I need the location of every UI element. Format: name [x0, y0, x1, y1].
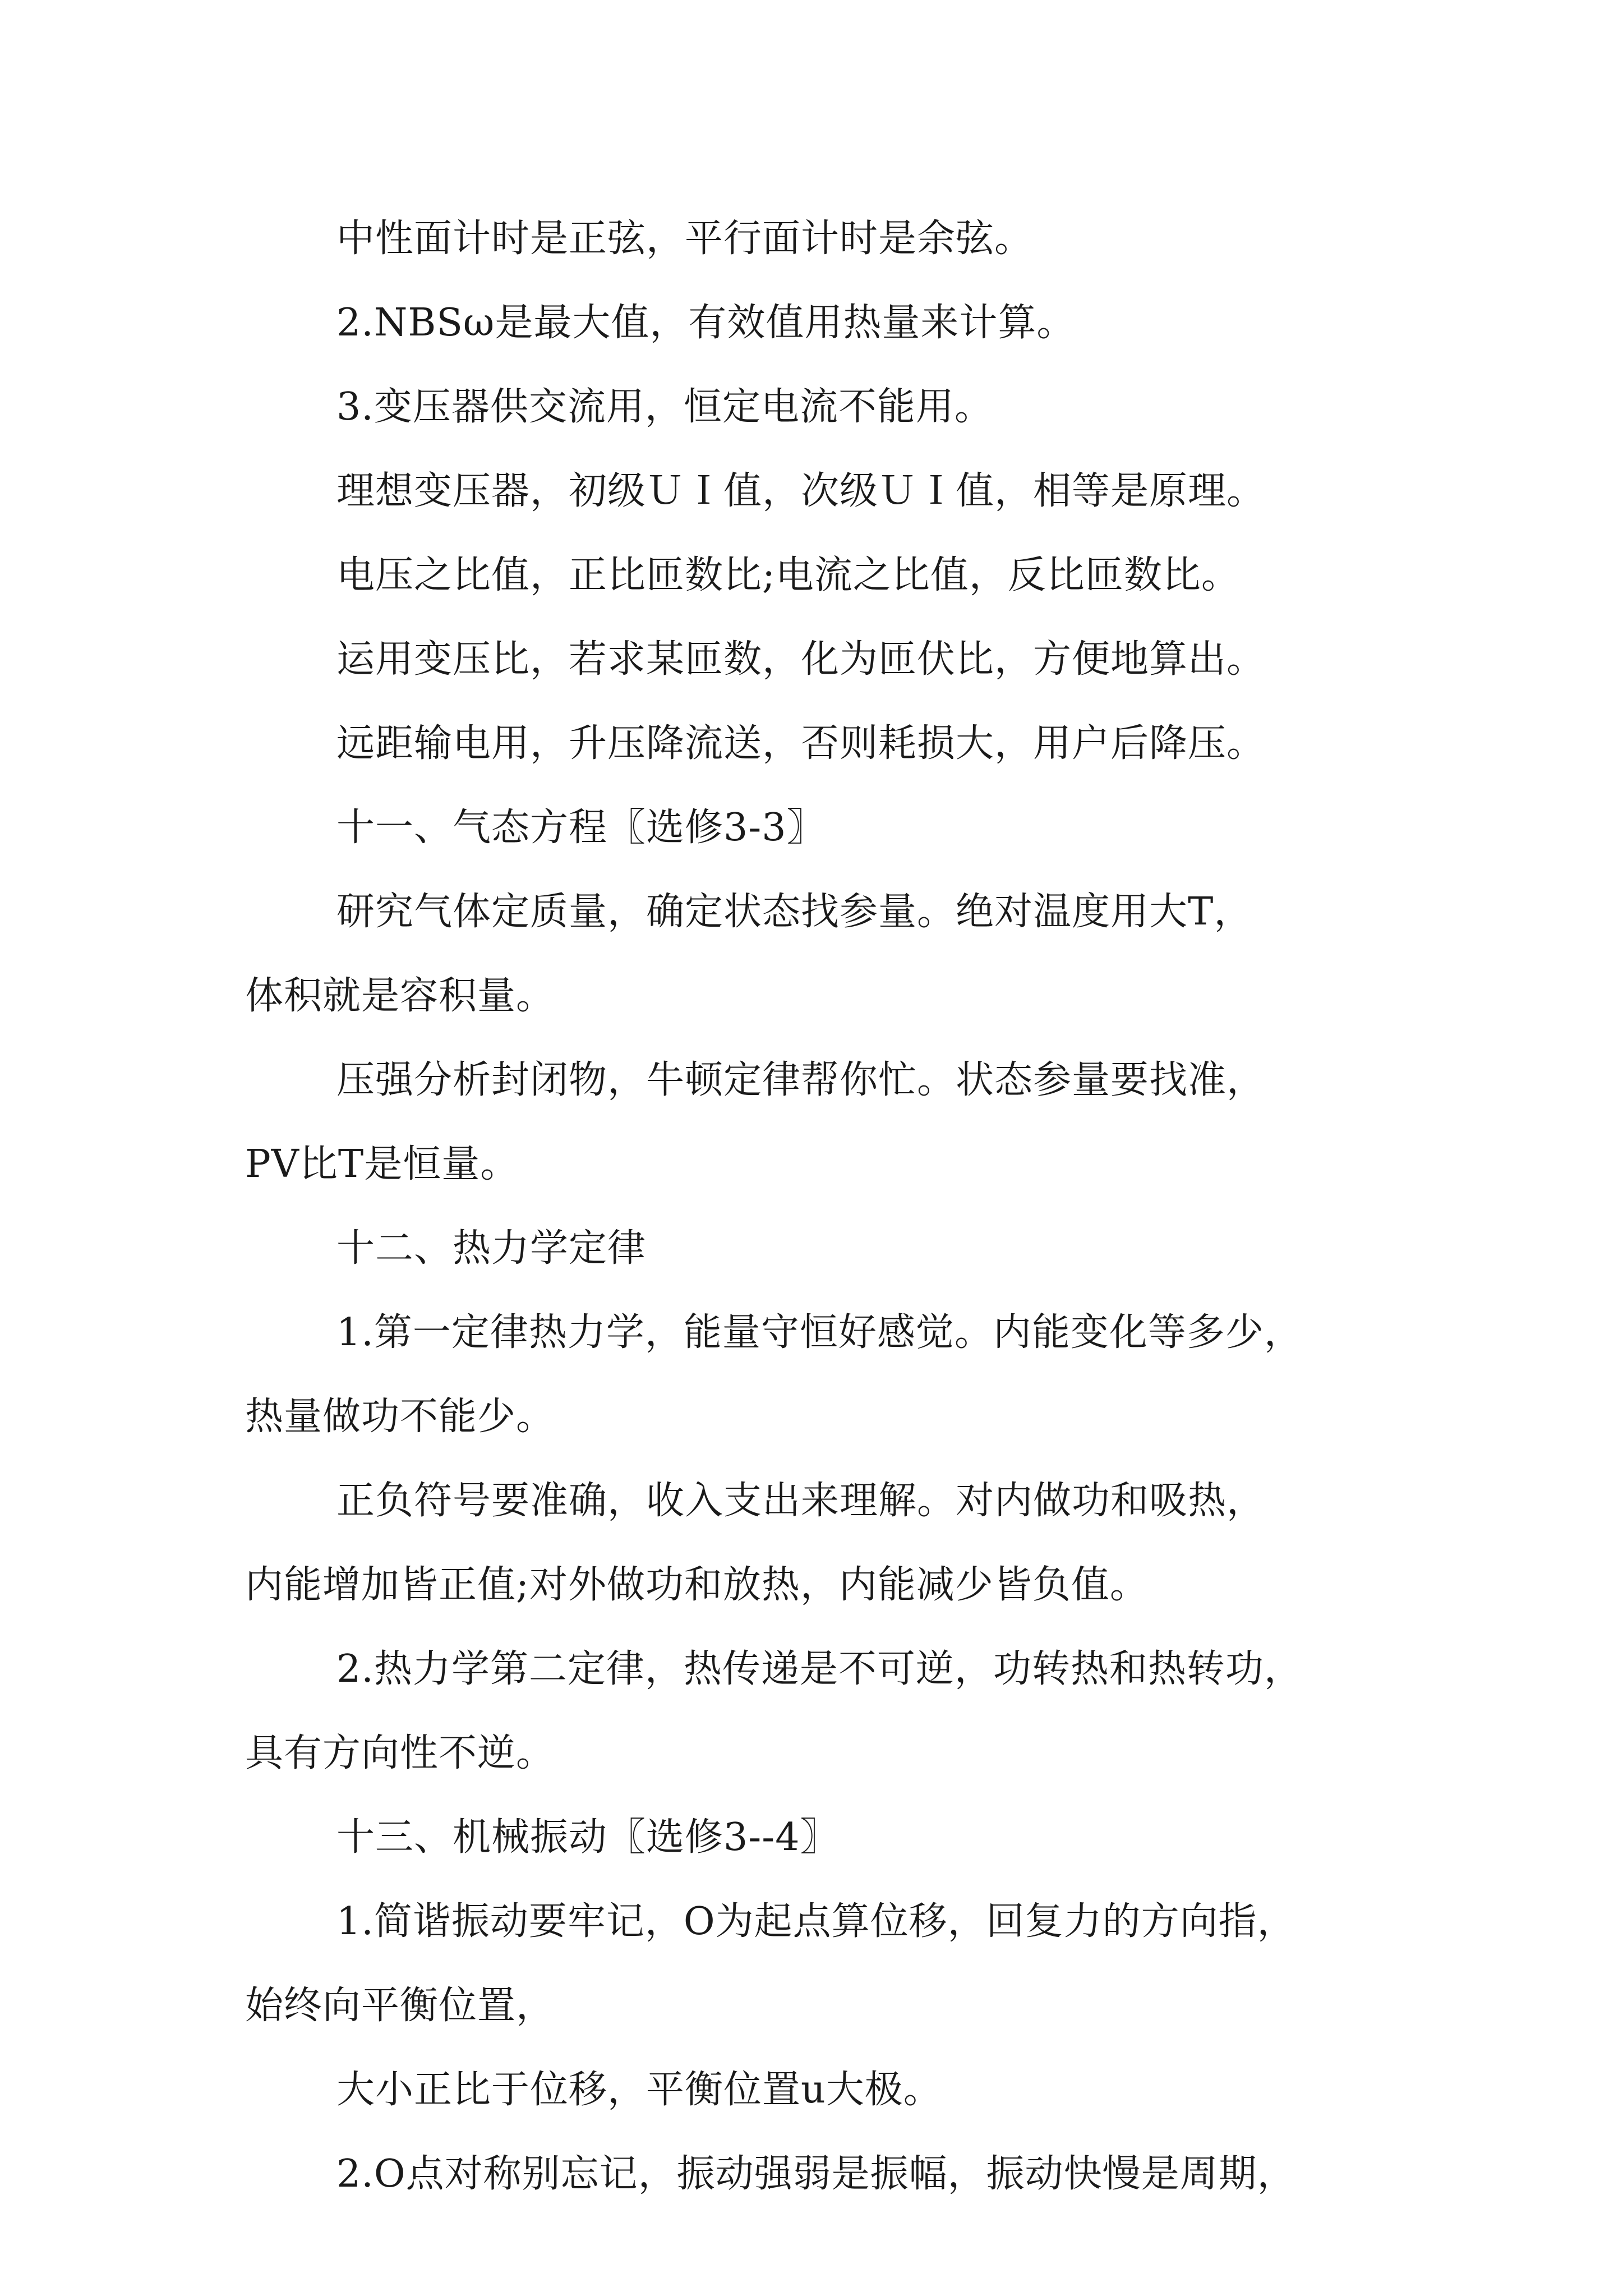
text-line: 体积就是容积量。 [245, 974, 555, 1018]
section-heading: 十二、热力学定律 [336, 1226, 647, 1271]
text-line: 大小正比于位移，平衡位置u大极。 [336, 2068, 942, 2112]
text-line: 内能增加皆正值;对外做功和放热，内能减少皆负值。 [245, 1563, 1149, 1607]
text-line: 具有方向性不逆。 [245, 1731, 555, 1775]
text-line: 1.第一定律热力学，能量守恒好感觉。内能变化等多少， [336, 1310, 1303, 1355]
text-line: 正负符号要准确，收入支出来理解。对内做功和吸热， [336, 1479, 1266, 1523]
text-line: 热量做功不能少。 [245, 1395, 555, 1439]
text-line: 电压之比值，正比匝数比;电流之比值，反比匝数比。 [336, 553, 1240, 597]
text-line: 3.变压器供交流用，恒定电流不能用。 [336, 385, 993, 429]
text-line: 2.O点对称别忘记，振动强弱是振幅，振动快慢是周期， [336, 2152, 1296, 2196]
text-line: 运用变压比，若求某匝数，化为匝伏比，方便地算出。 [336, 637, 1266, 682]
text-line: 1.简谐振动要牢记，O为起点算位移，回复力的方向指， [336, 1899, 1296, 1944]
text-line: 研究气体定质量，确定状态找参量。绝对温度用大T， [336, 890, 1253, 934]
text-line: 理想变压器，初级ＵＩ值，次级ＵＩ值，相等是原理。 [336, 469, 1266, 513]
section-heading: 十一、气态方程〖选修3-3〗 [336, 806, 826, 850]
text-line: 2.NBSω是最大值，有效值用热量来计算。 [336, 301, 1076, 345]
text-line: PV比T是恒量。 [245, 1142, 519, 1186]
text-line: 2.热力学第二定律，热传递是不可逆，功转热和热转功， [336, 1647, 1303, 1691]
section-heading: 十三、机械振动〖选修3--4〗 [336, 1815, 839, 1860]
text-line: 始终向平衡位置， [245, 1984, 555, 2028]
text-line: 远距输电用，升压降流送，否则耗损大，用户后降压。 [336, 721, 1266, 766]
text-line: 中性面计时是正弦，平行面计时是余弦。 [336, 217, 1034, 261]
text-line: 压强分析封闭物，牛顿定律帮你忙。状态参量要找准， [336, 1058, 1266, 1102]
